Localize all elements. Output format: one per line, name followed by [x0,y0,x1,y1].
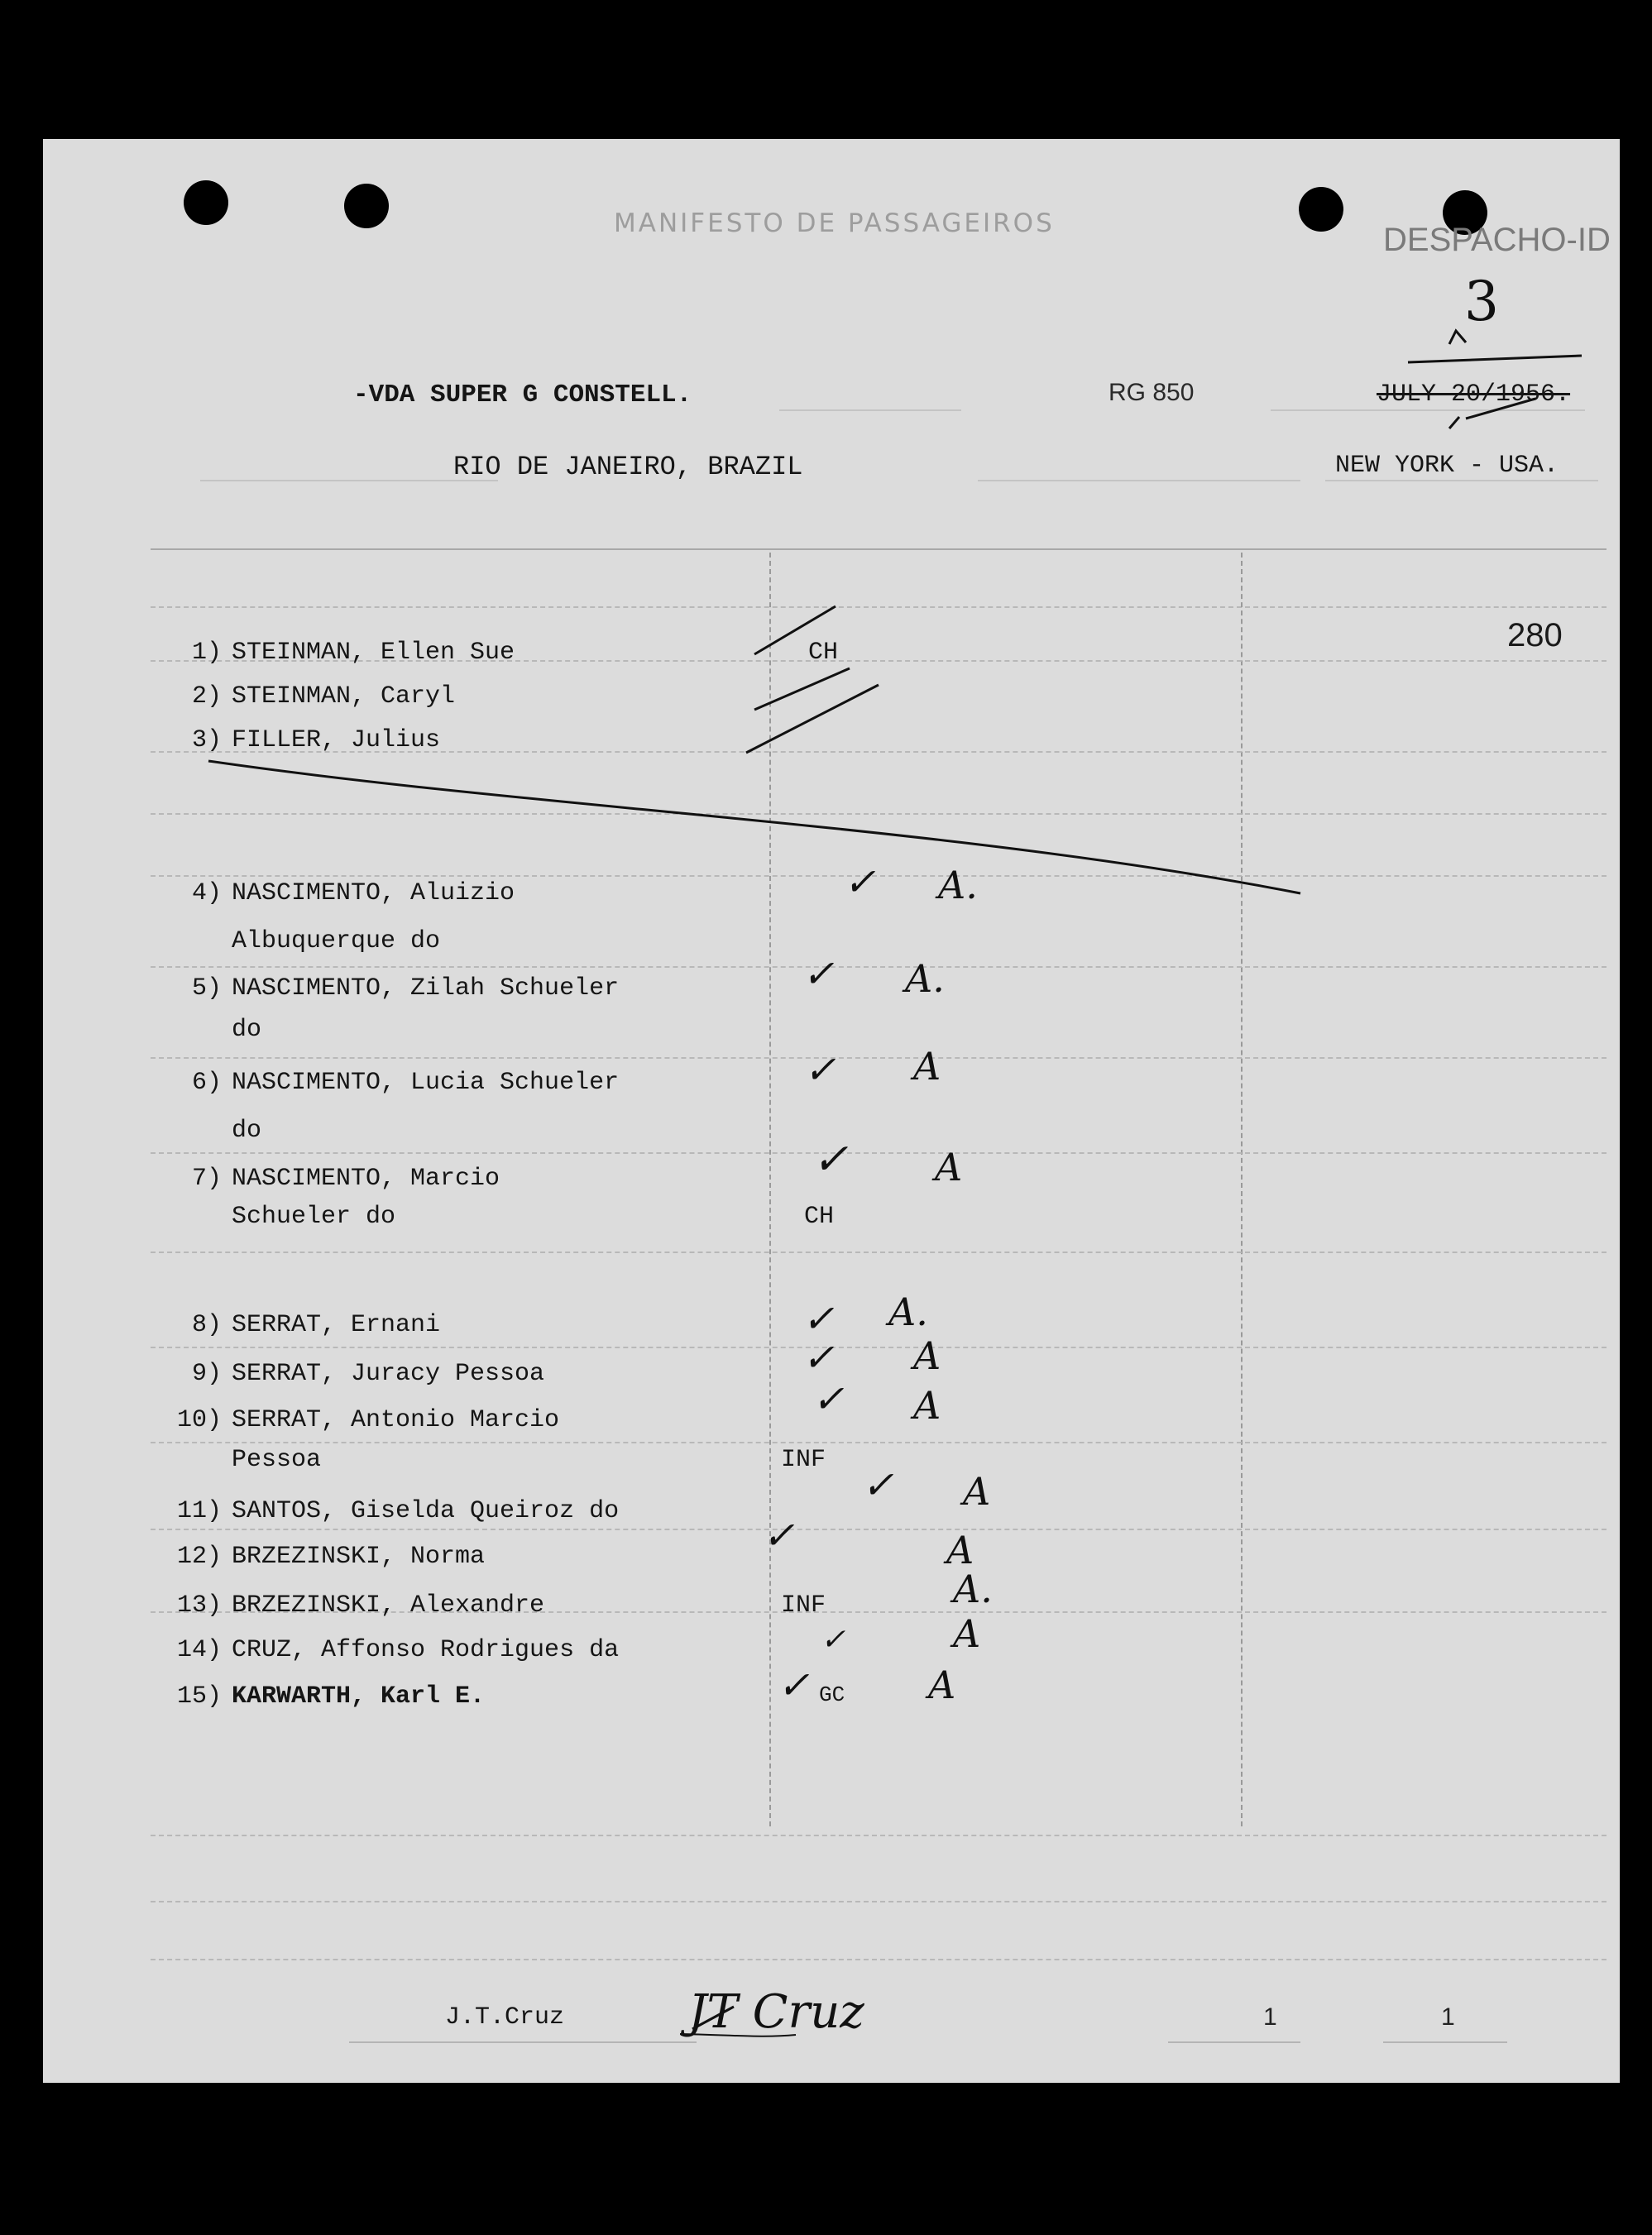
destination-field: NEW YORK - USA. [1335,452,1559,480]
passenger-name: KARWARTH, Karl E. [232,1682,486,1711]
passenger-name: BRZEZINSKI, Norma [232,1543,486,1571]
passenger-row [43,1663,1620,1721]
passenger-row [43,951,1620,1044]
checkmark: ✓ [812,1135,849,1185]
passenger-code: INF [781,1591,826,1620]
grade-mark: A. [905,956,945,1001]
passenger-row [43,671,1620,720]
checkmark: ✓ [763,1513,795,1558]
passenger-row [43,1611,1620,1674]
passenger-name: FILLER, Julius [232,726,441,754]
row-number: 1) [191,639,222,667]
passenger-name: STEINMAN, Ellen Sue [232,639,515,667]
passenger-name: BRZEZINSKI, Alexandre [232,1591,545,1620]
passenger-name: SERRAT, Juracy Pessoa [232,1360,545,1388]
passenger-name-cont: Albuquerque do [232,927,441,955]
checkmark: ✓ [778,1663,810,1707]
grade-mark: A [935,1145,963,1189]
checkmark: ✓ [804,1047,836,1092]
grade-mark: A. [953,1567,993,1611]
manifest-sheet [43,139,1620,2083]
checkmark: ✓ [821,1623,846,1657]
grade-mark: A [953,1611,981,1656]
passenger-code: GC [819,1682,845,1707]
passenger-row [43,627,1620,677]
row-number: 14) [176,1636,222,1664]
passenger-name: STEINMAN, Caryl [232,682,456,711]
passenger-row [43,1376,1620,1474]
row-number: 11) [176,1497,222,1525]
count-field: 280 [1507,617,1563,653]
passenger-code: INF [781,1446,826,1474]
pen-strokes [43,139,1620,2083]
row-number: 5) [191,974,222,1003]
checkmark: ✓ [802,1296,835,1341]
passenger-row [43,1567,1620,1630]
checkmark: ✓ [862,1462,894,1507]
origin-field: RIO DE JANEIRO, BRAZIL [453,452,803,482]
passenger-name: SERRAT, Ernani [232,1311,441,1339]
page-total: 1 [1441,2003,1455,2031]
passenger-name: NASCIMENTO, Marcio [232,1165,500,1193]
passenger-name: CRUZ, Affonso Rodrigues da [232,1636,620,1664]
form-title: MANIFESTO DE PASSAGEIROS [614,208,1055,238]
prepared-by: J.T.Cruz [445,2003,565,2032]
passenger-name: SANTOS, Giselda Queiroz do [232,1497,620,1525]
grade-mark: A [913,1333,941,1378]
aircraft-field: -VDA SUPER G CONSTELL. [353,380,692,409]
row-number: 2) [191,682,222,711]
passenger-row [43,715,1620,764]
passenger-code: CH [804,1203,835,1231]
row-number: 3) [191,726,222,754]
grade-mark: A. [938,863,978,907]
passenger-name-cont: do [232,1016,262,1044]
grade-mark: A [946,1528,974,1572]
row-number: 9) [191,1360,222,1388]
grade-mark: A [913,1044,941,1089]
date-field: JULY 20/1956. [1377,380,1571,409]
passenger-row [43,1135,1620,1231]
row-number: 12) [176,1543,222,1571]
checkmark: ✓ [802,1335,835,1380]
passenger-code: CH [808,639,839,667]
signature: JT Cruz [688,1985,864,2039]
row-number: 15) [176,1682,222,1711]
passenger-row [43,1044,1620,1145]
row-number: 6) [191,1069,222,1097]
row-number: 13) [176,1591,222,1620]
grade-mark: A [928,1663,956,1707]
passenger-row [43,859,1620,955]
page-number: 1 [1263,2003,1277,2031]
grade-mark: A [963,1469,991,1514]
passenger-name: NASCIMENTO, Zilah Schueler [232,974,620,1003]
passenger-name-cont: Schueler do [232,1203,396,1231]
checkmark: ✓ [812,1376,845,1421]
grade-mark: A [913,1383,941,1428]
sheet-number: 3 [1464,270,1499,333]
row-number: 10) [176,1406,222,1434]
checkmark: ✓ [844,859,876,904]
passenger-name: SERRAT, Antonio Marcio [232,1406,560,1434]
passenger-name: NASCIMENTO, Aluizio [232,879,515,907]
passenger-row [43,1462,1620,1535]
row-number: 8) [191,1311,222,1339]
record-group: RG 850 [1109,379,1195,406]
row-number: 4) [191,879,222,907]
passenger-name-cont: do [232,1117,262,1145]
despacho-stamp: DESPACHO-ID [1383,222,1611,258]
passenger-row [43,1513,1620,1581]
passenger-name-cont: Pessoa [232,1446,322,1474]
row-number: 7) [191,1165,222,1193]
passenger-name: NASCIMENTO, Lucia Schueler [232,1069,620,1097]
grade-mark: A. [888,1290,928,1334]
checkmark: ✓ [802,951,835,996]
